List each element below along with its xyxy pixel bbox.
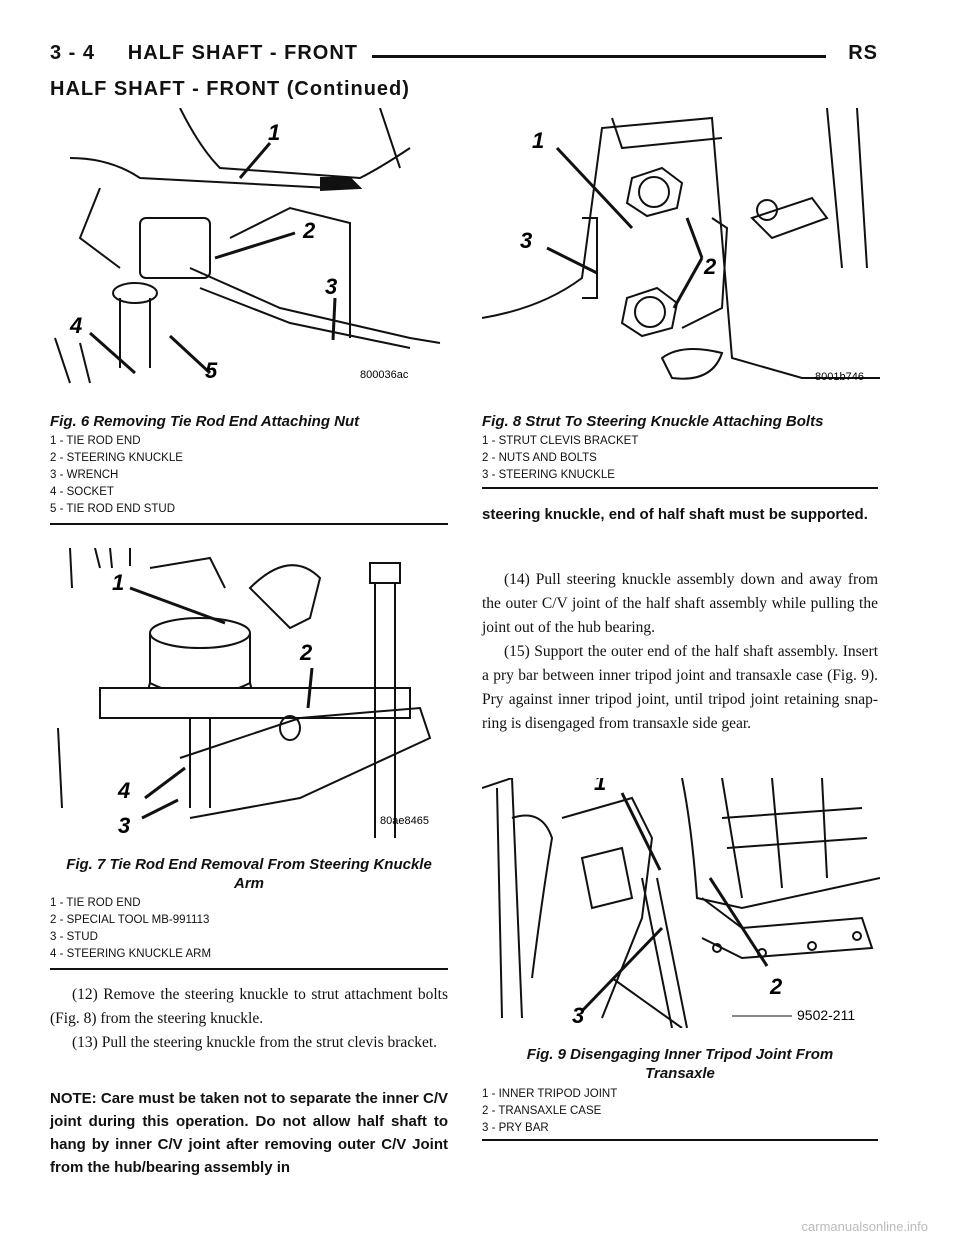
fig6-callout-1: 1 — [268, 120, 281, 145]
note-left: NOTE: Care must be taken not to separate the inner C/V joint during this operation. Do not allow half shaft to hang by inner C/V joint after removing outer C/V Joint from the hub/bearing assembly in — [50, 1090, 448, 1176]
fig6-code: 800036ac — [360, 369, 409, 381]
page-header — [50, 42, 878, 66]
legend-item: 2 - TRANSAXLE CASE — [482, 1105, 602, 1117]
fig7-callout-2: 2 — [300, 640, 313, 665]
fig7-caption — [50, 855, 448, 893]
fig8-rule — [482, 487, 878, 489]
legend-item: 4 - STEERING KNUCKLE ARM — [50, 948, 212, 960]
fig7-caption-line1: Fig. 7 Tie Rod End Removal From Steering Knuckle — [66, 856, 432, 873]
legend-item: 3 - STUD — [50, 931, 98, 943]
step-13: (13) Pull the steering knuckle from the strut clevis bracket. — [72, 1034, 438, 1051]
fig9-code: 9502-211 — [797, 1007, 856, 1023]
step-14: (14) Pull steering knuckle assembly down and away from the outer C/V joint of the half shaft assembly while pulling the joint out of the hub bearing. — [482, 571, 878, 636]
page-code: RS — [848, 42, 878, 64]
note-right: steering knuckle, end of half shaft must be supported. — [482, 506, 868, 523]
fig8-callout-1: 1 — [532, 128, 545, 153]
fig8-code: 8001b746 — [815, 371, 864, 383]
fig7-code: 80ae8465 — [380, 815, 429, 827]
legend-item: 1 - TIE ROD END — [50, 435, 141, 447]
fig6-illustration — [50, 108, 450, 390]
legend-item: 2 - NUTS AND BOLTS — [482, 452, 597, 464]
fig9-rule — [482, 1139, 878, 1141]
fig7-callout-3: 3 — [118, 813, 131, 838]
left-column-text — [50, 983, 448, 1055]
page-section-title: 3 - 4 HALF SHAFT - FRONT — [50, 42, 358, 64]
fig6-callout-4: 4 — [70, 313, 83, 338]
fig6-callout-3: 3 — [325, 274, 338, 299]
fig9-callout-1: 1 — [594, 778, 607, 795]
fig6-caption: Fig. 6 Removing Tie Rod End Attaching Nut — [50, 413, 360, 430]
fig7-rule — [50, 968, 448, 970]
step-12: (12) Remove the steering knuckle to strut attachment bolts (Fig. 8) from the steering knuckle. — [50, 986, 448, 1027]
header-rule — [372, 55, 826, 58]
fig7-caption-line2: Arm — [233, 875, 264, 892]
fig9-legend — [482, 1086, 617, 1137]
fig7-illustration — [50, 548, 450, 838]
fig9-callout-3: 3 — [572, 1003, 585, 1028]
footer-watermark: carmanualsonline.info — [801, 1219, 928, 1234]
fig9-illustration — [482, 778, 880, 1028]
fig6-callout-5: 5 — [205, 358, 218, 383]
fig8-legend — [482, 433, 638, 484]
fig6-callout-2: 2 — [303, 218, 316, 243]
fig9-callout-2: 2 — [770, 974, 783, 999]
legend-item: 2 - SPECIAL TOOL MB-991113 — [50, 914, 210, 926]
fig8-callout-2: 2 — [704, 254, 717, 279]
legend-item: 3 - STEERING KNUCKLE — [482, 469, 615, 481]
legend-item: 1 - INNER TRIPOD JOINT — [482, 1088, 618, 1100]
fig9-caption-line1: Fig. 9 Disengaging Inner Tripod Joint From — [526, 1046, 834, 1063]
fig6-legend — [50, 433, 183, 518]
legend-item: 1 - TIE ROD END — [50, 897, 141, 909]
fig7-callout-4: 4 — [118, 778, 131, 803]
legend-item: 3 - WRENCH — [50, 469, 119, 481]
fig9-caption-line2: Transaxle — [645, 1065, 715, 1082]
fig6-rule — [50, 523, 448, 525]
fig7-legend — [50, 895, 211, 963]
fig8-caption: Fig. 8 Strut To Steering Knuckle Attaching Bolts — [482, 413, 824, 430]
legend-item: 4 - SOCKET — [50, 486, 114, 498]
fig9-caption — [482, 1045, 878, 1083]
fig8-illustration — [482, 108, 880, 390]
continued-heading: HALF SHAFT - FRONT (Continued) — [50, 78, 410, 100]
legend-item: 3 - PRY BAR — [482, 1122, 549, 1134]
fig8-callout-3: 3 — [520, 228, 533, 253]
legend-item: 5 - TIE ROD END STUD — [50, 503, 176, 515]
legend-item: 2 - STEERING KNUCKLE — [50, 452, 183, 464]
legend-item: 1 - STRUT CLEVIS BRACKET — [482, 435, 639, 447]
step-15: (15) Support the outer end of the half shaft assembly. Insert a pry bar between inner tripod joint and transaxle case (Fig. 9). Pry against inner tripod joint, until tripod joint retaining snap-ring is disengaged from transaxle side gear. — [482, 643, 878, 732]
right-column-text — [482, 568, 878, 736]
fig7-callout-1: 1 — [112, 570, 125, 595]
